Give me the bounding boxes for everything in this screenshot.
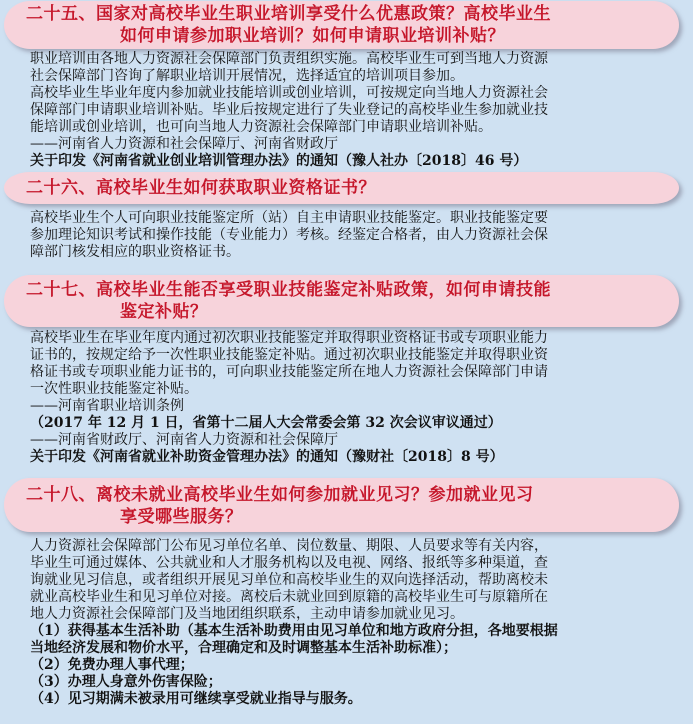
answer-26-line: 高校毕业生个人可向职业技能鉴定所（站）自主申请职业技能鉴定。职业技能鉴定要 [30, 210, 548, 226]
question-28-line-2: 享受哪些服务？ [120, 507, 243, 527]
question-25-line-2: 如何申请参加职业培训？如何申请职业培训补贴？ [120, 26, 505, 46]
answer-25-reference: 关于印发《河南省就业创业培训管理办法》的通知（豫人社办〔2018〕46 号） [30, 153, 528, 169]
answer-28-line: 就业高校毕业生和见习单位对接。离校后未就业回到原籍的高校毕业生可与原籍所在 [30, 589, 548, 605]
answer-25-source: ——河南省人力资源和社会保障厅、河南省财政厅 [30, 136, 338, 152]
question-26-banner [4, 172, 679, 204]
answer-26 [30, 210, 683, 261]
question-27-line-2: 鉴定补贴？ [120, 302, 208, 322]
answer-26-line: 障部门核发相应的职业资格证书。 [30, 244, 240, 260]
answer-27-line: 一次性职业技能鉴定补贴。 [30, 381, 198, 397]
answer-25-line: 高校毕业生毕业年度内参加就业技能培训或创业培训，可按规定向当地人力资源社会 [30, 85, 548, 101]
question-25-line-1: 二十五、国家对高校毕业生职业培训享受什么优惠政策？高校毕业生 [26, 4, 551, 24]
answer-27-date-note: （2017 年 12 月 1 日，省第十二届人大会常委会第 32 次会议审议通过） [30, 415, 502, 431]
question-26-line-1: 二十六、高校毕业生如何获取职业资格证书？ [26, 178, 376, 198]
answer-27-line: 格证书或专项职业能力证书的，可向职业技能鉴定所在地人力资源社会保障部门申请 [30, 364, 548, 380]
answer-28-line: 人力资源社会保障部门公布见习单位名单、岗位数量、期限、人员要求等有关内容， [30, 538, 548, 554]
question-28-banner [4, 478, 679, 532]
answer-28-benefit-3: （3）办理人身意外伤害保险； [30, 674, 222, 690]
answer-28-benefit-4: （4）见习期满未被录用可继续享受就业指导与服务。 [30, 691, 362, 707]
answer-25-line: 社会保障部门咨询了解职业培训开展情况，选择适宜的培训项目参加。 [30, 68, 464, 84]
question-27-line-1: 二十七、高校毕业生能否享受职业技能鉴定补贴政策，如何申请技能 [26, 280, 551, 300]
answer-27-line: 高校毕业生在毕业年度内通过初次职业技能鉴定并取得职业资格证书或专项职业能力 [30, 330, 548, 346]
question-25-banner [4, 1, 679, 49]
answer-26-line: 参加理论知识考试和操作技能（专业能力）考核。经鉴定合格者，由人力资源社会保 [30, 227, 548, 243]
answer-27-source: ——河南省职业培训条例 [30, 398, 184, 414]
answer-28-benefit-2: （2）免费办理人事代理； [30, 657, 194, 673]
answer-28-benefit-1: （1）获得基本生活补助（基本生活补助费用由见习单位和地方政府分担，各地要根据 [30, 623, 558, 639]
answer-28-line: 地人力资源社会保障部门及当地团组织联系，主动申请参加就业见习。 [30, 606, 464, 622]
answer-27-line: 证书的，按规定给予一次性职业技能鉴定补贴。通过初次职业技能鉴定并取得职业资 [30, 347, 548, 363]
answer-25-line: 职业培训由各地人力资源社会保障部门负责组织实施。高校毕业生可到当地人力资源 [30, 51, 548, 67]
answer-25-line: 能培训或创业培训，也可向当地人力资源社会保障部门申请职业培训补贴。 [30, 119, 492, 135]
question-27-banner [4, 275, 679, 327]
answer-25-line: 保障部门申请职业培训补贴。毕业后按规定进行了失业登记的高校毕业生参加就业技 [30, 102, 548, 118]
answer-27-source: ——河南省财政厅、河南省人力资源和社会保障厅 [30, 432, 338, 448]
answer-25 [30, 51, 683, 170]
answer-27 [30, 330, 683, 466]
answer-28-line: 询就业见习信息，或者组织开展见习单位和高校毕业生的双向选择活动，帮助离校未 [30, 572, 548, 588]
answer-28-benefit-1-cont: 当地经济发展和物价水平，合理确定和及时调整基本生活补助标准）； [30, 640, 457, 656]
answer-27-reference: 关于印发《河南省就业补助资金管理办法》的通知（豫财社〔2018〕8 号） [30, 449, 504, 465]
question-28-line-1: 二十八、离校未就业高校毕业生如何参加就业见习？参加就业见习 [26, 485, 534, 505]
answer-28-line: 毕业生可通过媒体、公共就业和人才服务机构以及电视、网络、报纸等多种渠道，查 [30, 555, 548, 571]
answer-28 [30, 538, 683, 708]
